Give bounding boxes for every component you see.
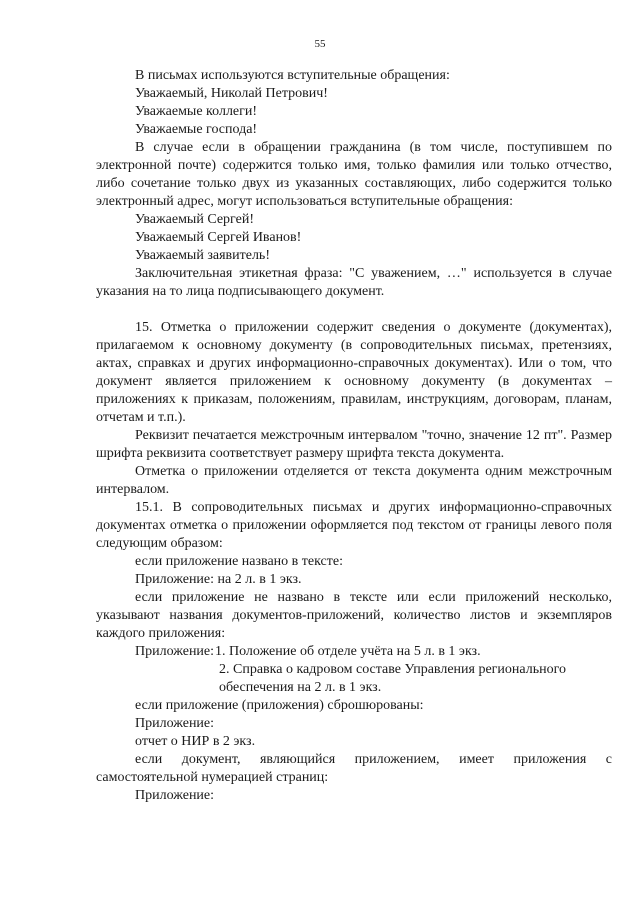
- attachment-example: отчет о НИР в 2 экз.: [135, 734, 256, 749]
- greeting-example: Уважаемый Сергей!: [135, 212, 254, 227]
- paragraph: если документ, являющийся приложением, имеет приложения с самостоятельной нумерацией страниц:: [96, 752, 612, 785]
- attachment-example: Приложение:: [135, 716, 215, 731]
- paragraph: если приложение (приложения) сброшюрованы:: [135, 698, 424, 713]
- greeting-example: Уважаемый заявитель!: [135, 248, 270, 263]
- attachment-label: Приложение:: [135, 644, 215, 659]
- attachment-example: Приложение: на 2 л. в 1 экз.: [135, 572, 302, 587]
- attachment-item: 1. Положение об отделе учёта на 5 л. в 1 экз.: [215, 644, 481, 659]
- greeting-example: Уважаемый, Николай Петрович!: [135, 86, 328, 101]
- attachment-list: [96, 643, 612, 661]
- paragraph: В письмах используются вступительные обращения:: [135, 68, 450, 83]
- greeting-example: Уважаемые господа!: [135, 122, 258, 137]
- paragraph: если приложение не названо в тексте или если приложений несколько, указывают названия документов-приложений, количество листов и экземпляров каждого приложения:: [96, 590, 612, 641]
- paragraph: Реквизит печатается межстрочным интервалом "точно, значение 12 пт". Размер шрифта реквизита соответствует размеру шрифта текста документа.: [96, 428, 612, 461]
- document-body: [96, 67, 612, 805]
- paragraph: В случае если в обращении гражданина (в том числе, поступившем по электронной почте) содержится только имя, только фамилия или только отчество, либо сочетание только двух из указанных составляющих, либо содержится только электронный адрес, могут использоваться вступительные обращения:: [96, 140, 612, 209]
- greeting-example: Уважаемый Сергей Иванов!: [135, 230, 302, 245]
- greeting-example: Уважаемые коллеги!: [135, 104, 258, 119]
- blank-line: [96, 301, 612, 319]
- page-number: 55: [314, 38, 326, 50]
- paragraph: если приложение названо в тексте:: [135, 554, 343, 569]
- section-15-paragraph: 15. Отметка о приложении содержит сведения о документе (документах), прилагаемом к основному документу (в сопроводительных письмах, претензиях, актах, справках и других информационно-справочных документах). Или о том, что документ является приложением к основному документу (в документах – приложениях к приказам, положениям, правилам, инструкциям, договорам, планам, отчетам и т.п.).: [96, 320, 612, 425]
- paragraph: Отметка о приложении отделяется от текста документа одним межстрочным интервалом.: [96, 464, 612, 497]
- attachment-item: 2. Справка о кадровом составе Управления регионального обеспечения на 2 л. в 1 экз.: [219, 662, 566, 695]
- section-15-1-paragraph: 15.1. В сопроводительных письмах и других информационно-справочных документах отметка о приложении оформляется под текстом от границы левого поля следующим образом:: [96, 500, 612, 551]
- paragraph: Заключительная этикетная фраза: "С уважением, …" используется в случае указания на то лица подписывающего документ.: [96, 266, 612, 299]
- attachment-example: Приложение:: [135, 788, 215, 803]
